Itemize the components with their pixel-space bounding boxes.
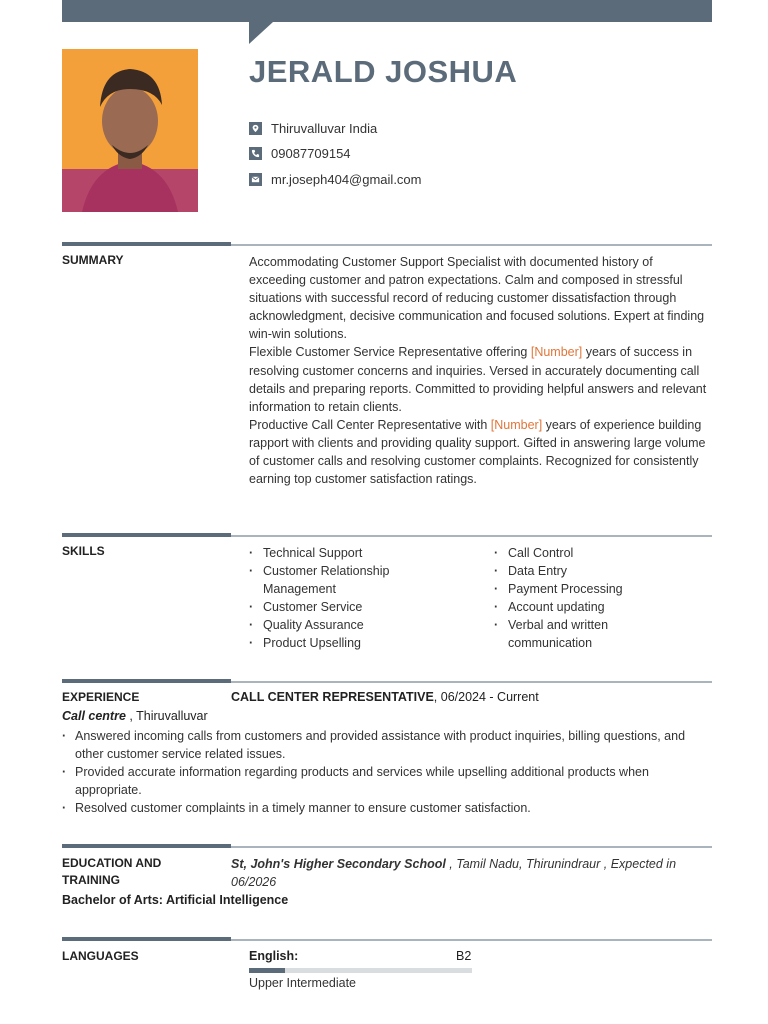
job-title: CALL CENTER REPRESENTATIVE <box>231 690 434 704</box>
duty-item: · Answered incoming calls from customers and provided assistance with product inquiries, billing questions, and other customer service related issues. <box>62 727 712 763</box>
section-title-education: EDUCATION AND TRAINING <box>62 856 162 887</box>
job-dates: , 06/2024 - Current <box>433 690 539 704</box>
profile-photo <box>62 49 198 212</box>
company-location: , Thiruvalluvar <box>125 709 208 723</box>
company-name: Call centre <box>62 709 126 723</box>
summary-text <box>249 253 711 488</box>
job-heading <box>231 690 539 704</box>
school-name: St, John's Higher Secondary School <box>231 857 446 871</box>
language-name: English: <box>249 949 299 963</box>
section-divider <box>62 244 712 246</box>
candidate-name: JERALD JOSHUA <box>249 54 518 89</box>
map-pin-icon <box>249 122 262 135</box>
language-level-fill <box>249 968 285 973</box>
duty-item: · Provided accurate information regarding products and services while upselling additional products when appropriate. <box>62 763 712 799</box>
section-title-skills: SKILLS <box>62 544 105 558</box>
section-divider <box>62 846 712 848</box>
skill-item: · Customer Relationship Management <box>249 562 413 598</box>
skill-item: · Account updating <box>494 598 714 616</box>
placeholder-number: [Number] <box>530 345 583 360</box>
skill-item: · Data Entry <box>494 562 714 580</box>
phone-icon <box>249 147 262 160</box>
location-text: Thiruvalluvar India <box>271 121 378 136</box>
phone-text: 09087709154 <box>271 146 351 161</box>
summary-paragraph: Flexible Customer Service Representative offering [Number] years of success in resolving customer concerns and inquiries. Versed in accurately documenting call details and preparing reports. Committed to providing helpful answers and relevant information to retain clients. <box>249 345 707 414</box>
header-notch <box>249 22 273 44</box>
language-level-description: Upper Intermediate <box>249 976 357 990</box>
skill-item: · Verbal and written communication <box>494 616 648 652</box>
email-text[interactable]: mr.joseph404@gmail.com <box>271 172 422 187</box>
skill-item: · Customer Service <box>249 598 469 616</box>
school-details: , Tamil Nadu, Thirunindraur , Expected in 06/2026 <box>231 857 677 890</box>
skills-list-right <box>494 544 714 653</box>
language-level-bar <box>249 968 472 973</box>
duty-item: · Resolved customer complaints in a timely manner to ensure customer satisfaction. <box>62 799 712 817</box>
job-duties <box>62 727 712 817</box>
job-employer <box>62 709 208 723</box>
summary-paragraph: Productive Call Center Representative with [Number] years of experience building rapport with clients and providing quality support. Gifted in answering large volume of customer calls and resolving customer complaints. Recognized for consistently earning top customer satisfaction ratings. <box>249 417 706 487</box>
degree: Bachelor of Arts: Artificial Intelligence <box>62 893 289 907</box>
skill-item: · Quality Assurance <box>249 616 469 634</box>
header-bar <box>62 0 712 22</box>
section-divider <box>62 681 712 683</box>
section-divider <box>62 535 712 537</box>
skill-item: · Product Upselling <box>249 634 469 652</box>
skills-list-left <box>249 544 469 653</box>
school-line <box>231 855 711 891</box>
contact-phone <box>249 146 351 161</box>
language-level: B2 <box>456 949 472 963</box>
skill-item: · Call Control <box>494 544 714 562</box>
section-title-experience: EXPERIENCE <box>62 690 140 704</box>
contact-location <box>249 121 377 136</box>
summary-paragraph: Accommodating Customer Support Specialist with documented history of exceeding customer and patron expectations. Calm and composed in stressful situations with successful record of reducing customer dissatisfaction through acknowledgment, decisive communication and focused solutions. Expert at finding win-win solutions. <box>249 255 705 342</box>
skill-item: · Technical Support <box>249 544 469 562</box>
skill-item: · Payment Processing <box>494 580 714 598</box>
section-title-languages: LANGUAGES <box>62 949 139 963</box>
section-divider <box>62 939 712 941</box>
mail-icon <box>249 173 262 186</box>
section-title-summary: SUMMARY <box>62 253 124 267</box>
placeholder-number: [Number] <box>490 417 543 432</box>
contact-email <box>249 172 421 187</box>
